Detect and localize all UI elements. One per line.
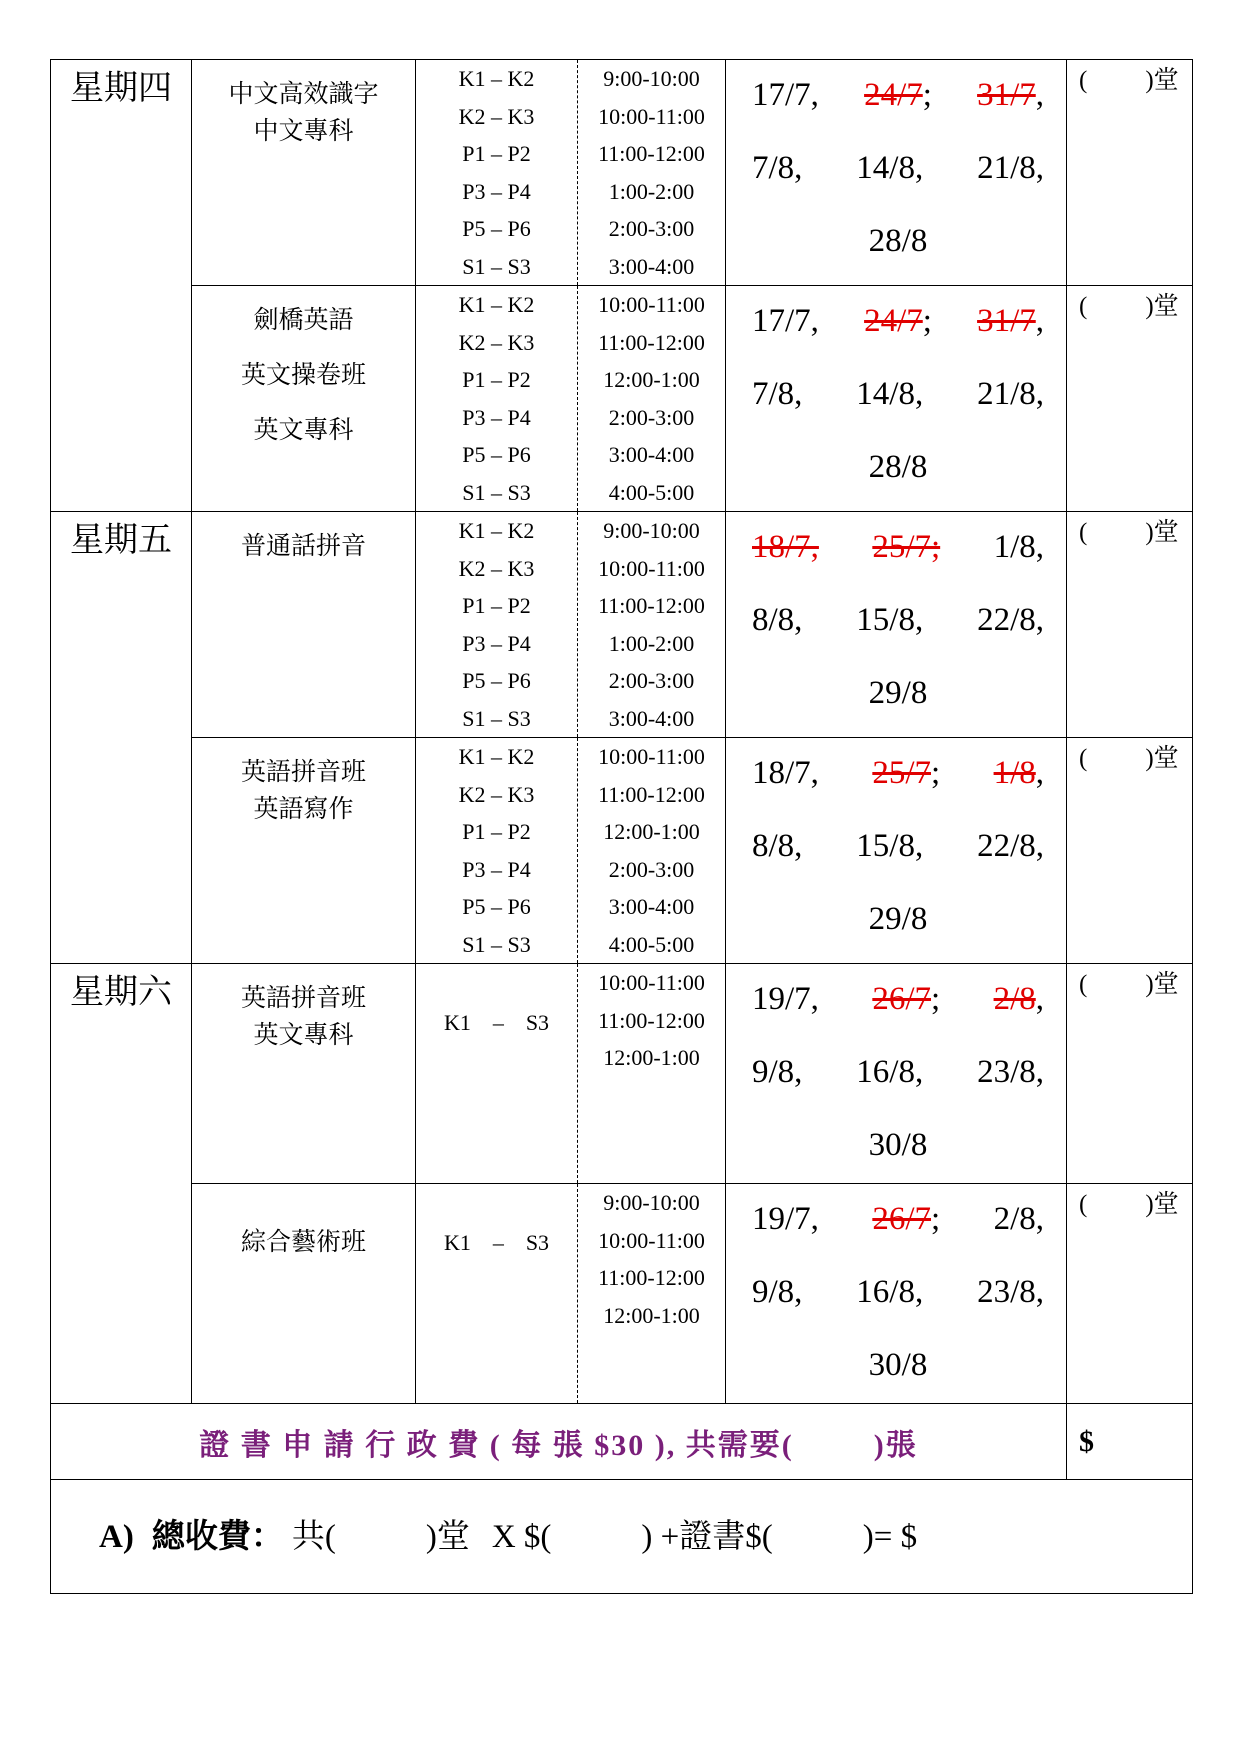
subjects-cell — [192, 60, 416, 286]
date-item — [752, 58, 819, 133]
date-item — [752, 1182, 819, 1257]
certificate-amount: $ — [1079, 1424, 1094, 1458]
time-slot: 11:00-12:00 — [598, 329, 705, 355]
count-open: ( — [1079, 67, 1088, 94]
course-row — [51, 738, 1193, 964]
dates-cell — [726, 286, 1067, 512]
times-cell — [578, 60, 726, 286]
time-slot: 11:00-12:00 — [598, 141, 705, 166]
count-open: ( — [1079, 519, 1088, 546]
total-row — [51, 1480, 1193, 1594]
weekday-cell — [51, 964, 192, 1404]
cancelled-date: 18/7, — [752, 529, 819, 565]
total-part-1: 共( — [291, 1519, 336, 1555]
class-date: 22/8, — [977, 828, 1044, 864]
level-range: P5 – P6 — [462, 216, 531, 241]
time-slot: 10:00-11:00 — [598, 970, 705, 995]
time-slot: 4:00-5:00 — [608, 479, 695, 505]
time-slot: 3:00-4:00 — [608, 894, 695, 919]
time-slot: 3:00-4:00 — [608, 705, 695, 731]
time-slot: 11:00-12:00 — [598, 781, 705, 807]
cancelled-date: 2/8 — [993, 981, 1036, 1017]
total-fee-cell — [51, 1480, 1193, 1594]
times-cell — [578, 738, 726, 964]
level-range: P1 – P2 — [462, 141, 531, 166]
level-range: K2 – K3 — [458, 103, 535, 129]
class-date: 30/8 — [868, 1347, 928, 1383]
time-slot: 3:00-4:00 — [608, 442, 695, 467]
level-range: S1 – S3 — [462, 931, 531, 957]
date-item — [872, 510, 940, 585]
date-item — [856, 583, 923, 658]
count-open: ( — [1079, 971, 1088, 998]
date-item — [869, 204, 928, 279]
date-line — [752, 284, 1044, 359]
time-slot: 12:00-1:00 — [603, 1045, 700, 1070]
date-item — [977, 357, 1044, 432]
date-item — [752, 357, 802, 432]
time-slot: 11:00-12:00 — [598, 593, 705, 618]
time-slot: 2:00-3:00 — [608, 668, 695, 693]
subject-name: 英語拼音班 — [240, 759, 366, 786]
count-close: )堂 — [1145, 293, 1179, 320]
date-line — [752, 58, 1044, 133]
certificate-amount-cell[interactable] — [1067, 1404, 1193, 1480]
time-slot: 12:00-1:00 — [603, 1302, 700, 1328]
certificate-row — [51, 1404, 1193, 1480]
level-range: K1 – K2 — [458, 744, 535, 769]
date-item — [977, 1035, 1044, 1110]
lesson-count-cell[interactable] — [1067, 512, 1193, 738]
level-range: P5 – P6 — [462, 442, 531, 467]
subjects-cell — [192, 1184, 416, 1404]
class-date: 17/7, — [752, 77, 819, 113]
time-slot: 12:00-1:00 — [603, 819, 700, 844]
lesson-count-cell[interactable] — [1067, 1184, 1193, 1404]
date-line — [752, 1328, 1044, 1403]
date-item — [856, 357, 923, 432]
date-line — [752, 357, 1044, 432]
date-item — [856, 809, 923, 884]
date-separator: ; — [922, 77, 932, 113]
date-line — [752, 204, 1044, 279]
course-row — [51, 964, 1193, 1184]
total-title: 總收費 — [151, 1519, 251, 1555]
level-range: K2 – K3 — [458, 781, 535, 807]
date-separator: ; — [931, 981, 941, 1017]
class-date: 17/7, — [752, 303, 819, 339]
subject-name: 英文專科 — [253, 1022, 354, 1049]
count-open: ( — [1079, 1191, 1088, 1218]
dates-cell — [726, 60, 1067, 286]
class-date: 16/8, — [856, 1054, 924, 1090]
time-slot: 9:00-10:00 — [603, 518, 700, 543]
time-slot: 10:00-11:00 — [598, 555, 705, 581]
level-range: K2 – K3 — [458, 329, 535, 355]
class-date: 30/8 — [868, 1127, 928, 1163]
time-slot: 9:00-10:00 — [603, 1190, 700, 1215]
cancelled-date: 25/7; — [872, 529, 941, 565]
time-slot: 12:00-1:00 — [603, 367, 700, 392]
level-range: P1 – P2 — [462, 819, 531, 844]
time-slot: 11:00-12:00 — [598, 1265, 705, 1290]
class-date: 14/8, — [856, 376, 924, 412]
subject-name: 綜合藝術班 — [240, 1229, 366, 1256]
time-slot: 2:00-3:00 — [608, 216, 695, 241]
date-separator: ; — [931, 755, 941, 791]
subject-name: 中文專科 — [253, 118, 354, 145]
date-item — [864, 284, 932, 359]
date-separator: ; — [931, 1201, 941, 1237]
date-item — [752, 583, 802, 658]
date-item — [994, 736, 1044, 811]
level-range: P1 – P2 — [462, 367, 531, 392]
levels-cell — [416, 1184, 578, 1404]
date-item — [856, 1255, 923, 1330]
level-range: P3 – P4 — [462, 630, 531, 656]
cancelled-date: 24/7 — [864, 77, 923, 113]
date-item — [977, 583, 1044, 658]
date-item — [994, 510, 1044, 585]
time-slot: 1:00-2:00 — [608, 630, 695, 656]
level-range: P5 – P6 — [462, 894, 531, 919]
count-close: )堂 — [1145, 67, 1179, 94]
date-item — [752, 736, 819, 811]
date-item — [856, 1035, 923, 1110]
time-slot: 9:00-10:00 — [603, 66, 700, 91]
total-part-4: ) +證書$( — [641, 1519, 773, 1555]
class-date: 23/8, — [977, 1054, 1044, 1090]
course-row — [51, 286, 1193, 512]
class-date: 19/7, — [752, 1201, 819, 1237]
level-range: S1 – S3 — [462, 479, 531, 505]
date-line — [752, 736, 1044, 811]
level-range: P3 – P4 — [462, 404, 531, 430]
class-date: 21/8, — [977, 150, 1044, 186]
cancelled-date: 24/7 — [864, 303, 923, 339]
date-item — [752, 962, 819, 1037]
dates-cell — [726, 738, 1067, 964]
count-open: ( — [1079, 293, 1088, 320]
cancelled-date: 1/8 — [993, 755, 1036, 791]
class-date: 28/8 — [868, 449, 928, 485]
date-line — [752, 430, 1044, 505]
date-item — [752, 809, 802, 884]
date-line — [752, 1255, 1044, 1330]
date-item — [994, 1182, 1044, 1257]
times-cell — [578, 286, 726, 512]
total-colon: ： — [250, 1519, 284, 1555]
course-row — [51, 1184, 1193, 1404]
level-range: P5 – P6 — [462, 668, 531, 693]
date-line — [752, 656, 1044, 731]
course-row — [51, 60, 1193, 286]
class-date: 29/8 — [868, 675, 928, 711]
lesson-count-cell[interactable] — [1067, 964, 1193, 1184]
class-date: 29/8 — [868, 901, 928, 937]
dates-cell — [726, 964, 1067, 1184]
time-slot: 3:00-4:00 — [608, 253, 695, 279]
date-separator: , — [1035, 77, 1044, 113]
lesson-count-cell[interactable] — [1067, 60, 1193, 286]
date-separator: , — [1035, 755, 1044, 791]
class-date: 18/7, — [752, 755, 819, 791]
class-date: 2/8, — [993, 1201, 1044, 1237]
time-slot: 10:00-11:00 — [598, 292, 705, 317]
cancelled-date: 31/7 — [977, 77, 1036, 113]
date-item — [869, 656, 928, 731]
class-date: 19/7, — [752, 981, 819, 1017]
date-item — [977, 284, 1044, 359]
cancelled-date: 26/7 — [872, 1201, 931, 1237]
level-range: K1 – K2 — [458, 292, 535, 317]
weekday-cell — [51, 512, 192, 964]
date-line — [752, 1182, 1044, 1257]
weekday-label: 星期五 — [70, 522, 172, 559]
subjects-cell — [192, 286, 416, 512]
subjects-cell — [192, 964, 416, 1184]
class-date: 23/8, — [977, 1274, 1044, 1310]
class-date: 16/8, — [856, 1274, 924, 1310]
levels-cell — [416, 738, 578, 964]
time-slot: 10:00-11:00 — [598, 1227, 705, 1253]
subject-name: 普通話拼音 — [240, 533, 366, 560]
date-line — [752, 131, 1044, 206]
date-separator: , — [1035, 303, 1044, 339]
class-date: 15/8, — [856, 828, 924, 864]
time-slot: 2:00-3:00 — [608, 404, 695, 430]
date-item — [977, 131, 1044, 206]
date-line — [752, 510, 1044, 585]
level-range: K1 – S3 — [443, 1230, 550, 1255]
dates-cell — [726, 1184, 1067, 1404]
class-date: 28/8 — [868, 223, 928, 259]
date-item — [752, 131, 802, 206]
count-close: )堂 — [1145, 519, 1179, 546]
class-date: 9/8, — [752, 1054, 803, 1090]
level-range: K1 – K2 — [458, 518, 535, 543]
certificate-text: 證 書 申 請 行 政 費 ( 每 張 $30 ), 共需要( — [199, 1428, 794, 1462]
level-range: P3 – P4 — [462, 178, 531, 204]
levels-cell — [416, 964, 578, 1184]
class-date: 8/8, — [752, 828, 803, 864]
time-slot: 2:00-3:00 — [608, 856, 695, 882]
date-item — [872, 962, 940, 1037]
subject-name: 劍橋英語 — [253, 307, 354, 334]
levels-cell — [416, 286, 578, 512]
lesson-count-cell[interactable] — [1067, 286, 1193, 512]
level-range: K1 – S3 — [443, 1010, 550, 1035]
date-item — [977, 1255, 1044, 1330]
weekday-label: 星期四 — [70, 70, 172, 107]
date-line — [752, 882, 1044, 957]
date-item — [864, 58, 932, 133]
date-item — [869, 430, 928, 505]
date-item — [869, 1328, 928, 1403]
subject-name: 英文專科 — [253, 417, 354, 444]
subject-name: 中文高效識字 — [228, 81, 379, 108]
class-date: 8/8, — [752, 602, 803, 638]
lesson-count-cell[interactable] — [1067, 738, 1193, 964]
level-range: P1 – P2 — [462, 593, 531, 618]
level-range: S1 – S3 — [462, 705, 531, 731]
subject-name: 英文操卷班 — [240, 362, 366, 389]
date-line — [752, 962, 1044, 1037]
date-separator: , — [1035, 981, 1044, 1017]
date-line — [752, 1108, 1044, 1183]
date-item — [977, 809, 1044, 884]
weekday-cell — [51, 60, 192, 512]
date-item — [752, 1255, 802, 1330]
total-part-3: X $( — [491, 1519, 552, 1555]
level-range: K2 – K3 — [458, 555, 535, 581]
count-close: )堂 — [1145, 745, 1179, 772]
cancelled-date: 31/7 — [977, 303, 1036, 339]
schedule-body — [51, 60, 1193, 1594]
date-item — [869, 882, 928, 957]
date-item — [856, 131, 923, 206]
date-item — [994, 962, 1044, 1037]
date-separator: ; — [922, 303, 932, 339]
cancelled-date: 26/7 — [872, 981, 931, 1017]
time-slot: 10:00-11:00 — [598, 744, 705, 769]
date-item — [752, 1035, 802, 1110]
date-line — [752, 809, 1044, 884]
subject-name: 英語寫作 — [253, 796, 354, 823]
date-item — [872, 1182, 940, 1257]
time-slot: 11:00-12:00 — [598, 1007, 705, 1033]
weekday-label: 星期六 — [70, 974, 172, 1011]
certificate-fee-cell — [51, 1404, 1067, 1480]
count-close: )堂 — [1145, 971, 1179, 998]
class-date: 15/8, — [856, 602, 924, 638]
times-cell — [578, 512, 726, 738]
class-date: 9/8, — [752, 1274, 803, 1310]
class-date: 22/8, — [977, 602, 1044, 638]
certificate-tail: )張 — [873, 1428, 918, 1462]
subjects-cell — [192, 738, 416, 964]
levels-cell — [416, 60, 578, 286]
date-item — [752, 510, 819, 585]
count-open: ( — [1079, 745, 1088, 772]
level-range: P3 – P4 — [462, 856, 531, 882]
times-cell — [578, 1184, 726, 1404]
count-close: )堂 — [1145, 1191, 1179, 1218]
times-cell — [578, 964, 726, 1184]
subjects-cell — [192, 512, 416, 738]
date-line — [752, 583, 1044, 658]
class-date: 21/8, — [977, 376, 1044, 412]
class-date: 1/8, — [993, 529, 1044, 565]
date-item — [752, 284, 819, 359]
total-label: A) — [99, 1519, 134, 1555]
levels-cell — [416, 512, 578, 738]
course-row — [51, 512, 1193, 738]
total-part-5: )= $ — [862, 1519, 918, 1555]
date-item — [977, 58, 1044, 133]
time-slot: 10:00-11:00 — [598, 103, 705, 129]
date-item — [872, 736, 940, 811]
time-slot: 1:00-2:00 — [608, 178, 695, 204]
level-range: K1 – K2 — [458, 66, 535, 91]
date-line — [752, 1035, 1044, 1110]
schedule-table — [50, 59, 1193, 1594]
class-date: 7/8, — [752, 150, 803, 186]
cancelled-date: 25/7 — [872, 755, 931, 791]
total-part-2: )堂 — [425, 1519, 470, 1555]
class-date: 14/8, — [856, 150, 924, 186]
subject-name: 英語拼音班 — [240, 985, 366, 1012]
dates-cell — [726, 512, 1067, 738]
level-range: S1 – S3 — [462, 253, 531, 279]
date-item — [869, 1108, 928, 1183]
time-slot: 4:00-5:00 — [608, 931, 695, 957]
class-date: 7/8, — [752, 376, 803, 412]
